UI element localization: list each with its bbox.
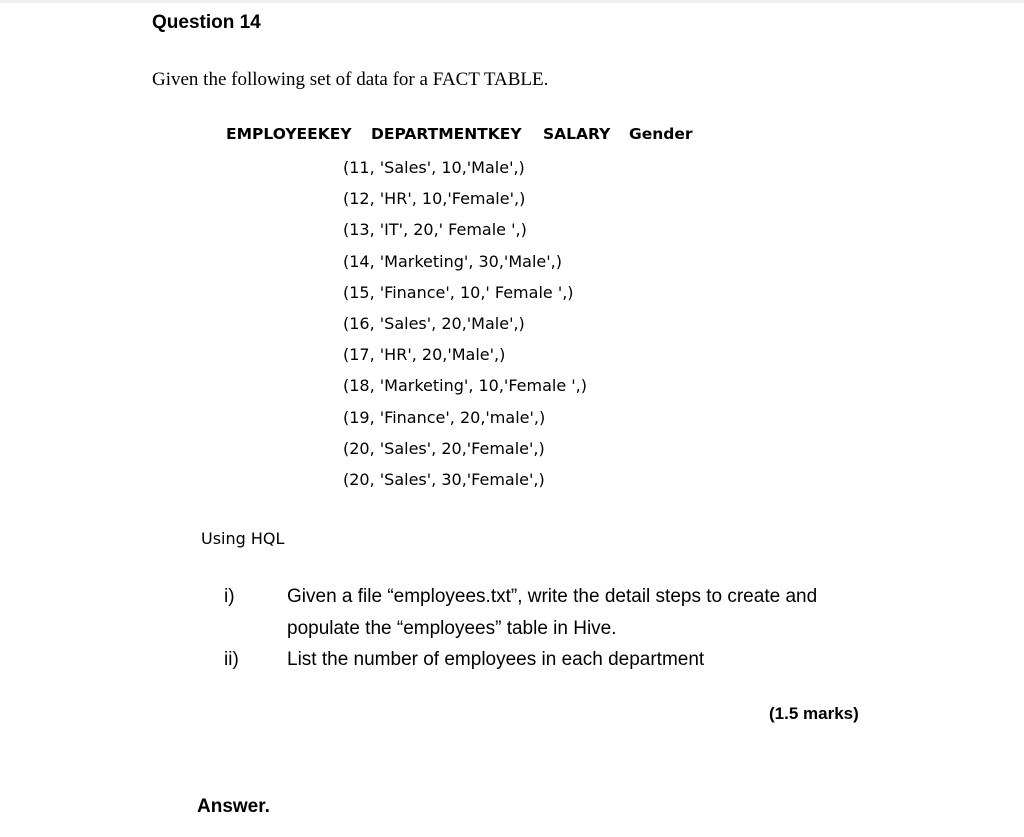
task-item-1 <box>0 581 887 644</box>
task-item-2 <box>0 644 887 676</box>
fact-row: (18, 'Marketing', 10,'Female ',) <box>343 376 587 396</box>
marks-label: (1.5 marks) <box>769 704 859 723</box>
page-top-border <box>0 0 1024 3</box>
question-heading: Question 14 <box>152 12 261 33</box>
column-gender: Gender <box>629 125 693 143</box>
fact-table-header <box>226 122 693 146</box>
answer-label: Answer. <box>197 796 270 817</box>
task-list <box>0 581 887 676</box>
fact-row: (16, 'Sales', 20,'Male',) <box>343 314 525 334</box>
fact-row: (20, 'Sales', 20,'Female',) <box>343 438 545 458</box>
task-number: i) <box>224 586 235 607</box>
fact-row: (20, 'Sales', 30,'Female',) <box>343 470 545 490</box>
column-departmentkey: DEPARTMENTKEY <box>371 125 522 143</box>
fact-row: (13, 'IT', 20,' Female ',) <box>343 220 527 240</box>
fact-row: (15, 'Finance', 10,' Female ',) <box>343 282 574 302</box>
using-hql-label: Using HQL <box>201 529 285 548</box>
task-text: Given a file “employees.txt”, write the detail steps to create and populate the “employees” table in Hive. <box>287 586 818 639</box>
task-text: List the number of employees in each department <box>287 649 705 670</box>
fact-row: (11, 'Sales', 10,'Male',) <box>343 158 525 177</box>
column-salary: SALARY <box>543 125 611 143</box>
fact-row: (12, 'HR', 10,'Female',) <box>343 189 526 209</box>
fact-row: (14, 'Marketing', 30,'Male',) <box>343 251 562 271</box>
question-intro: Given the following set of data for a FACT TABLE. <box>152 69 549 90</box>
fact-table-rows <box>343 152 587 495</box>
fact-row: (17, 'HR', 20,'Male',) <box>343 345 506 365</box>
task-number: ii) <box>224 649 239 670</box>
column-employeekey: EMPLOYEEKEY <box>226 125 352 143</box>
fact-row: (19, 'Finance', 20,'male',) <box>343 407 546 427</box>
